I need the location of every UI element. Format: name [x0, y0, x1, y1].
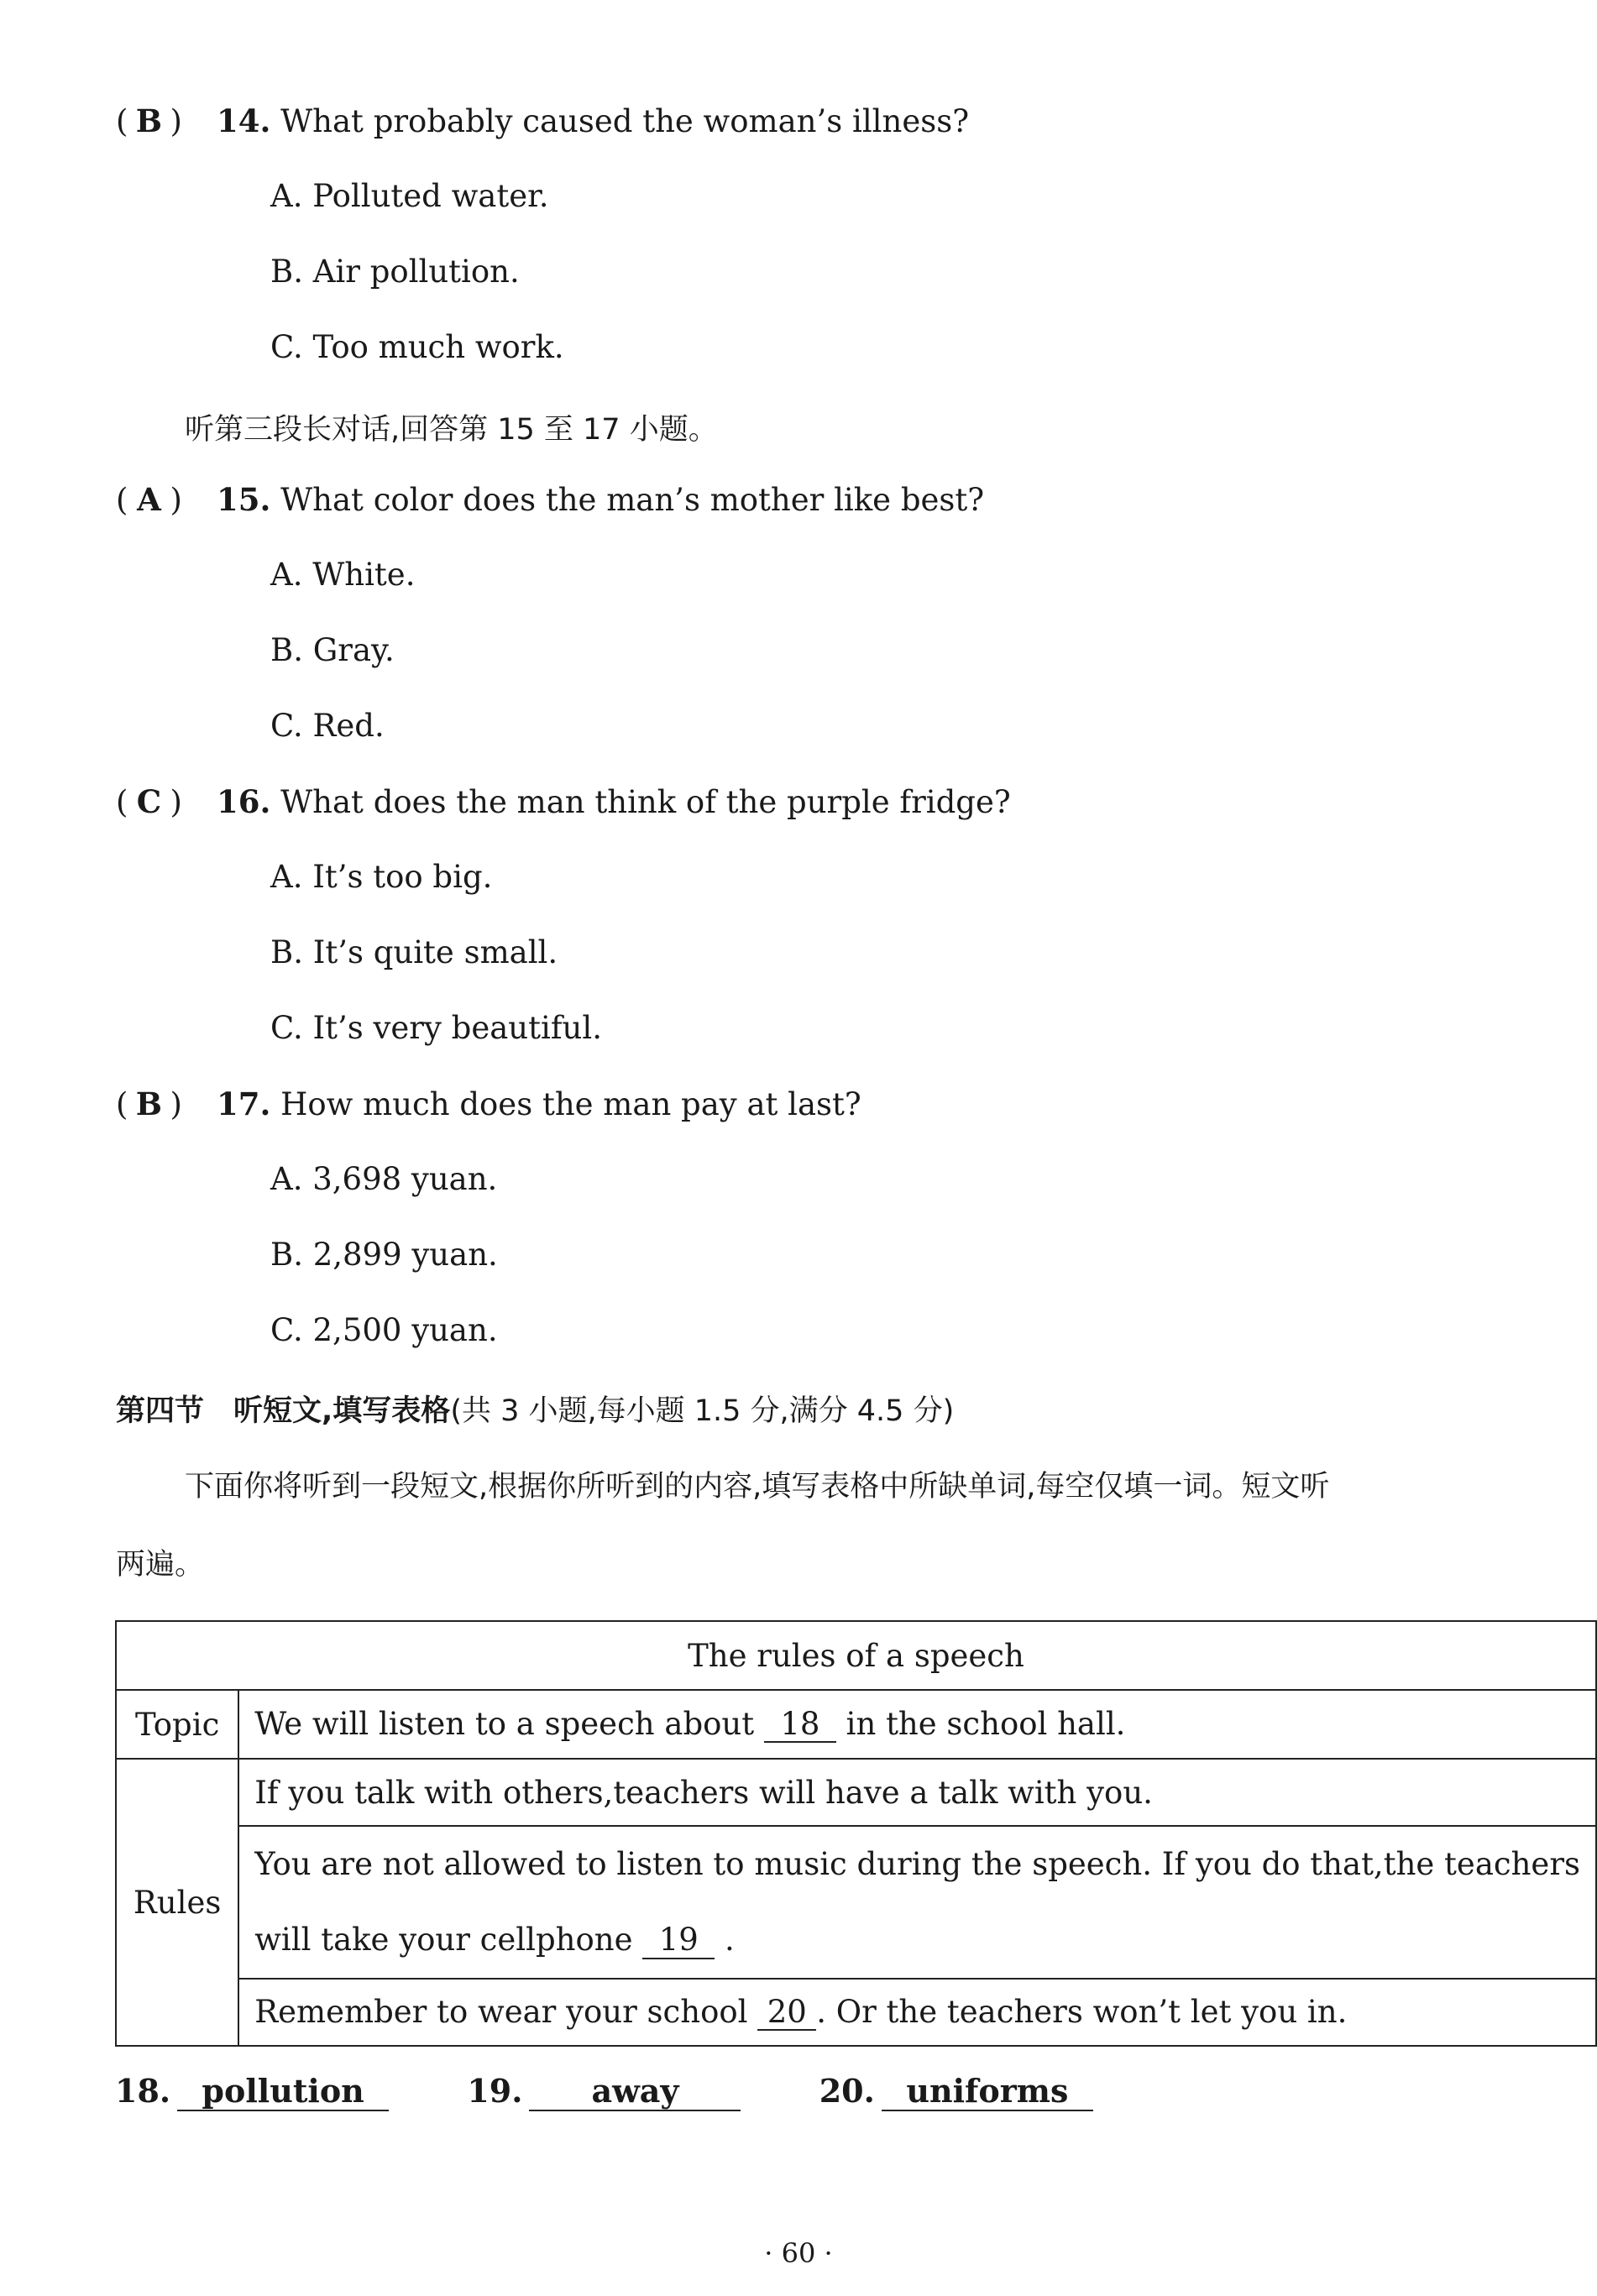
option: C. It’s very beautiful.	[270, 1010, 602, 1046]
option: A. White.	[270, 557, 416, 593]
answer-letter: B	[135, 1085, 163, 1122]
question-text: What does the man think of the purple fridge?	[280, 784, 1011, 820]
topic-cell	[238, 1690, 1596, 1759]
question-text: What color does the man’s mother like best?	[280, 482, 985, 518]
instruction-line-2: 两遍。	[116, 1548, 205, 1582]
question-number: 17.	[217, 1085, 271, 1122]
topic-text-after: in the school hall.	[846, 1705, 1126, 1742]
question-17	[116, 1085, 861, 1122]
table-title: The rules of a speech	[116, 1621, 1596, 1690]
answer-letter: B	[135, 102, 163, 139]
topic-text-before: We will listen to a speech about	[254, 1705, 755, 1742]
rule-2-line-1: You are not allowed to listen to music during the speech. If you do that,the teachers	[254, 1846, 1580, 1882]
answer-paren: ( B )	[116, 102, 182, 139]
answer-paren: ( B )	[116, 1085, 182, 1122]
question-text: What probably caused the woman’s illness?	[280, 103, 970, 139]
rule-row-1	[116, 1759, 1596, 1826]
answer-num-19: 19.	[467, 2072, 523, 2110]
rule-2-line-2	[254, 1902, 1580, 1978]
blank-19: 19	[642, 1923, 715, 1959]
question-16	[116, 783, 1011, 820]
question-number: 14.	[217, 102, 271, 139]
answer-paren: ( A )	[116, 481, 182, 518]
question-number: 16.	[217, 783, 271, 820]
section-4-scoring: (共 3 小题,每小题 1.5 分,满分 4.5 分)	[450, 1394, 955, 1428]
section-intro: 听第三段长对话,回答第 15 至 17 小题。	[185, 413, 718, 447]
option: B. It’s quite small.	[270, 934, 558, 970]
rule-2	[238, 1826, 1596, 1979]
option: C. Too much work.	[270, 329, 564, 365]
instruction-line-1: 下面你将听到一段短文,根据你所听到的内容,填写表格中所缺单词,每空仅填一词。短文听	[185, 1470, 1330, 1504]
option: A. 3,698 yuan.	[270, 1161, 498, 1197]
question-14	[116, 102, 969, 139]
option: C. Red.	[270, 708, 385, 744]
answer-letter: C	[136, 783, 162, 820]
question-text: How much does the man pay at last?	[280, 1086, 861, 1122]
section-4-title: 第四节 听短文,填写表格	[116, 1394, 451, 1428]
answer-row	[115, 2072, 1093, 2111]
topic-label: Topic	[116, 1690, 238, 1759]
option: B. Gray.	[270, 632, 395, 668]
rules-label: Rules	[116, 1759, 238, 2046]
rule-3	[238, 1979, 1596, 2046]
answer-paren: ( C )	[116, 783, 182, 820]
rule-row-3	[116, 1979, 1596, 2046]
answer-fill-20: uniforms	[882, 2072, 1093, 2111]
rule-row-2	[116, 1826, 1596, 1979]
option: C. 2,500 yuan.	[270, 1312, 498, 1348]
answer-num-18: 18.	[115, 2072, 171, 2110]
rule-1: If you talk with others,teachers will have a talk with you.	[238, 1759, 1596, 1826]
blank-18: 18	[764, 1708, 836, 1744]
rule-2-text-after: .	[725, 1922, 735, 1958]
rules-table	[115, 1620, 1597, 2047]
rule-3-text-after: . Or the teachers won’t let you in.	[816, 1993, 1348, 2030]
option: A. Polluted water.	[270, 178, 549, 214]
blank-20: 20	[757, 1995, 816, 2032]
rule-2-text-before: will take your cellphone	[254, 1922, 633, 1958]
option: A. It’s too big.	[270, 859, 493, 895]
question-number: 15.	[217, 481, 271, 518]
option: B. Air pollution.	[270, 254, 520, 290]
rule-3-text-before: Remember to wear your school	[254, 1993, 748, 2030]
option: B. 2,899 yuan.	[270, 1237, 498, 1273]
page-number: · 60 ·	[764, 2237, 833, 2269]
answer-fill-18: pollution	[177, 2072, 389, 2111]
answer-letter: A	[137, 481, 161, 518]
answer-fill-19: away	[529, 2072, 741, 2111]
answer-num-20: 20.	[819, 2072, 875, 2110]
question-15	[116, 481, 984, 518]
section-4-heading	[116, 1388, 954, 1430]
topic-row	[116, 1690, 1596, 1759]
